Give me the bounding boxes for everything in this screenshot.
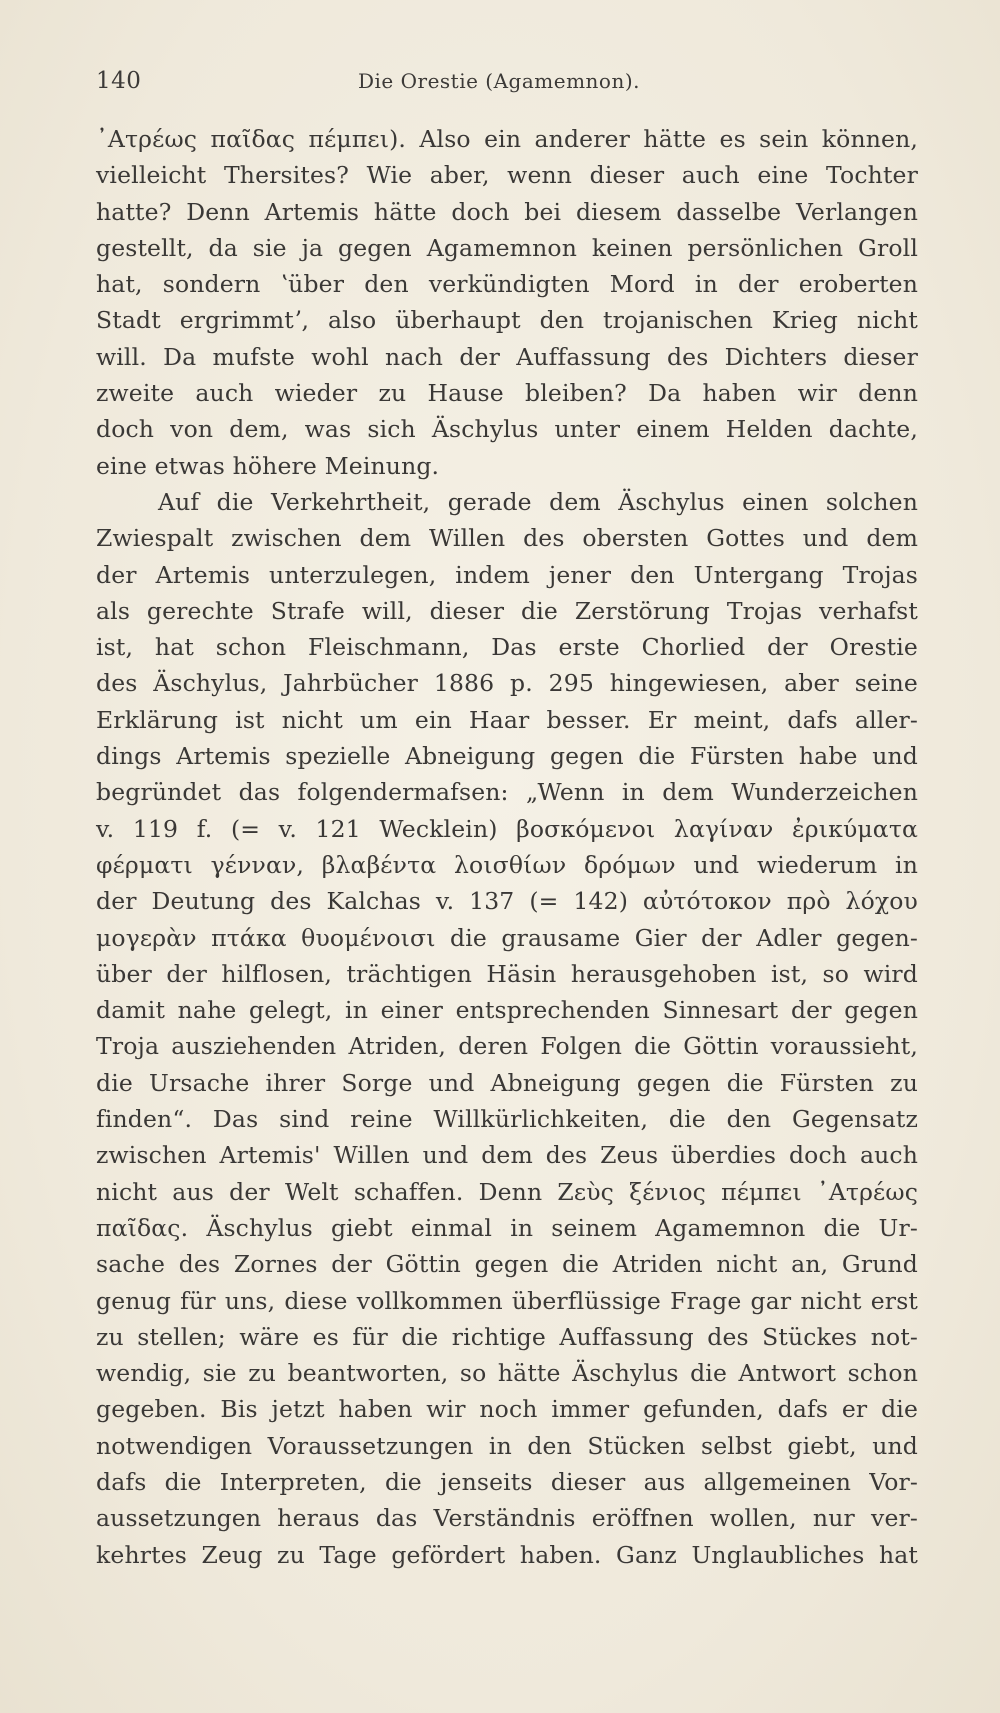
text-line: zwischen Artemis' Willen und dem des Zeus überdies doch auch [96, 1141, 918, 1170]
text-line: zweite auch wieder zu Hause bleiben? Da haben wir denn [96, 379, 918, 408]
text-line: über der hilflosen, trächtigen Häsin herausgehoben ist, so wird [96, 959, 918, 988]
text-line: παῖδας. Äschylus giebt einmal in seinem Agamemnon die Ur- [96, 1213, 918, 1242]
text-line: genug für uns, diese vollkommen überflüssige Frage gar nicht erst [96, 1286, 918, 1315]
text-line: hatte? Denn Artemis hätte doch bei diesem dasselbe Verlangen [96, 197, 918, 226]
text-line: nicht aus der Welt schaffen. Denn Ζεὺς ξένιος πέμπει ᾿Ατρέως [96, 1177, 918, 1206]
text-line: will. Da mufste wohl nach der Auffassung des Dichters dieser [96, 342, 918, 371]
text-line: gegeben. Bis jetzt haben wir noch immer gefunden, dafs er die [96, 1395, 918, 1424]
text-line: dafs die Interpreten, die jenseits dieser aus allgemeinen Vor- [96, 1467, 918, 1496]
text-line: kehrtes Zeug zu Tage gefördert haben. Ganz Unglaubliches hat [96, 1540, 918, 1569]
text-line: sache des Zornes der Göttin gegen die Atriden nicht an, Grund [96, 1250, 918, 1279]
text-line: die Ursache ihrer Sorge und Abneigung gegen die Fürsten zu [96, 1068, 918, 1097]
text-line: finden“. Das sind reine Willkürlichkeiten, die den Gegensatz [96, 1105, 918, 1134]
text-line: als gerechte Strafe will, dieser die Zerstörung Trojas verhafst [96, 596, 918, 625]
text-line: v. 119 f. (= v. 121 Wecklein) βοσκόμενοι λαγίναν ἐρικύματα [96, 814, 918, 843]
text-line: doch von dem, was sich Äschylus unter einem Helden dachte, [96, 415, 918, 444]
text-line: Stadt ergrimmtʼ, also überhaupt den trojanischen Krieg nicht [96, 306, 918, 335]
text-line: damit nahe gelegt, in einer entsprechenden Sinnesart der gegen [96, 996, 918, 1025]
text-line: eine etwas höhere Meinung. [96, 451, 440, 480]
text-line: dings Artemis spezielle Abneigung gegen die Fürsten habe und [96, 742, 918, 771]
text-line: der Artemis unterzulegen, indem jener den Untergang Trojas [96, 560, 918, 589]
text-line: gestellt, da sie ja gegen Agamemnon keinen persönlichen Groll [96, 233, 918, 262]
page-number: 140 [96, 68, 142, 94]
text-line: des Äschylus, Jahrbücher 1886 p. 295 hingewiesen, aber seine [96, 669, 918, 698]
text-line: ᾿Ατρέως παῖδας πέμπει). Also ein anderer hätte es sein können, [96, 125, 918, 153]
running-head: Die Orestie (Agamemnon). [358, 69, 641, 93]
paragraph-start-line: Auf die Verkehrtheit, gerade dem Äschylus einen solchen [158, 487, 918, 516]
text-line: μογερὰν πτάκα θυομένοισι die grausame Gier der Adler gegen- [96, 923, 918, 952]
text-line: begründet das folgendermafsen: „Wenn in dem Wunderzeichen [96, 778, 918, 807]
text-line: wendig, sie zu beantworten, so hätte Äschylus die Antwort schon [96, 1359, 918, 1388]
text-line: φέρματι γένναν, βλαβέντα λοισθίων δρόμων und wiederum in [96, 850, 918, 879]
text-line: notwendigen Voraussetzungen in den Stücken selbst giebt, und [96, 1431, 918, 1460]
page-header [96, 68, 918, 102]
text-line: vielleicht Thersites? Wie aber, wenn dieser auch eine Tochter [96, 161, 918, 190]
text-line: hat, sondern ʽüber den verkündigten Mord in der eroberten [96, 270, 918, 299]
text-line: ist, hat schon Fleischmann, Das erste Chorlied der Orestie [96, 633, 918, 662]
body-text [96, 121, 918, 1573]
text-line: Zwiespalt zwischen dem Willen des obersten Gottes und dem [96, 524, 918, 553]
text-line: aussetzungen heraus das Verständnis eröffnen wollen, nur ver- [96, 1504, 918, 1533]
text-line: Troja ausziehenden Atriden, deren Folgen die Göttin voraussieht, [96, 1032, 918, 1061]
text-line: der Deutung des Kalchas v. 137 (= 142) αὐτότοκον πρὸ λόχου [96, 887, 918, 916]
text-line: zu stellen; wäre es für die richtige Auffassung des Stückes not- [96, 1322, 918, 1351]
text-line: Erklärung ist nicht um ein Haar besser. Er meint, dafs aller- [96, 705, 918, 734]
